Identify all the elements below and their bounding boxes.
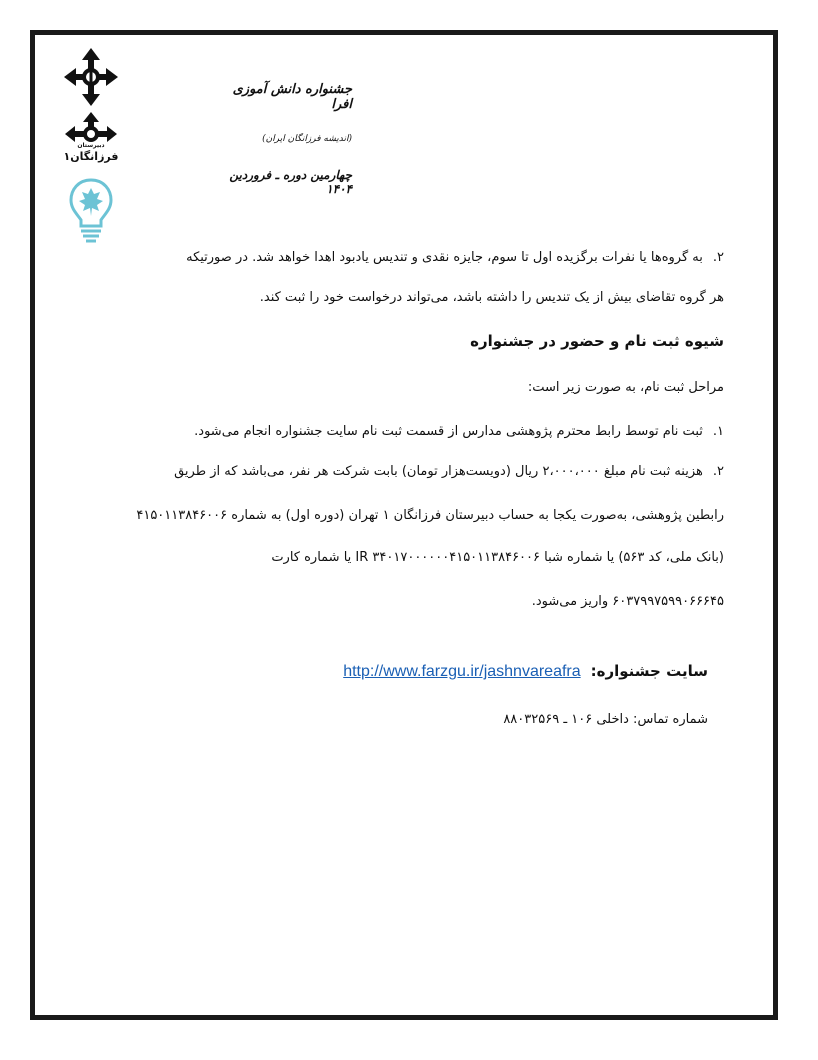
- award-item-number: ۲.: [712, 250, 724, 265]
- step2-text1: هزینه ثبت نام مبلغ ۲،۰۰۰،۰۰۰ ریال (دویست‌هزار تومان) بابت شرکت هر نفر، می‌باشد که از طریق: [174, 464, 703, 479]
- registration-step1: [104, 424, 724, 440]
- festival-site-row: [343, 662, 708, 681]
- festival-site-label: سایت جشنواره:: [590, 662, 708, 680]
- registration-step2-line1: [94, 464, 724, 480]
- festival-edition: چهارمین دوره ـ فروردین ۱۴۰۴: [229, 168, 352, 196]
- registration-step2-line2: رابطین پژوهشی، به‌صورت یکجا به حساب دبیرستان فرزانگان ۱ تهران (دوره اول) به شماره ۴۱۵۰۱۱۳۸۴۶۰۰۶: [136, 508, 724, 523]
- award-item-line1: [144, 250, 724, 266]
- registration-intro: مراحل ثبت نام، به صورت زیر است:: [527, 380, 724, 395]
- award-item-line2: هر گروه تقاضای بیش از یک تندیس را داشته باشد، می‌تواند درخواست خود را ثبت کند.: [259, 290, 724, 305]
- festival-site-link[interactable]: http://www.farzgu.ir/jashnvareafra: [343, 663, 581, 680]
- arrow-cross-emblem-icon: [62, 46, 120, 108]
- festival-subtitle: (اندیشه فرزانگان ایران): [262, 134, 352, 144]
- lightbulb-leaf-icon: [66, 176, 116, 244]
- step2-number: ۲.: [712, 464, 724, 479]
- school-logo-subcaption: دبیرستان: [77, 142, 105, 149]
- step1-text: ثبت نام توسط رابط محترم پژوهشی مدارس از قسمت ثبت نام سایت جشنواره انجام می‌شود.: [194, 424, 703, 439]
- registration-section-heading: شیوه ثبت نام و حضور در جشنواره: [470, 332, 724, 350]
- step1-number: ۱.: [712, 424, 724, 439]
- festival-header: [222, 82, 352, 196]
- school-logo-caption: فرزانگان۱: [63, 150, 119, 163]
- contact-phone: شماره تماس: داخلی ۱۰۶ ـ ۸۸۰۳۲۵۶۹: [503, 712, 708, 727]
- award-item-text1: به گروه‌ها یا نفرات برگزیده اول تا سوم، جایزه نقدی و تندیس یادبود اهدا خواهد شد. در صورتیکه: [186, 250, 703, 265]
- registration-step2-line4: ۶۰۳۷۹۹۷۵۹۹۰۶۶۶۴۵ واریز می‌شود.: [531, 594, 724, 609]
- festival-title: جشنواره دانش آموزی افرا: [232, 82, 352, 112]
- registration-step2-line3: (بانک ملی، کد ۵۶۳) یا شماره شبا IR ۳۴۰۱۷۰۰۰۰۰۰۴۱۵۰۱۱۳۸۴۶۰۰۶ یا شماره کارت: [271, 550, 724, 565]
